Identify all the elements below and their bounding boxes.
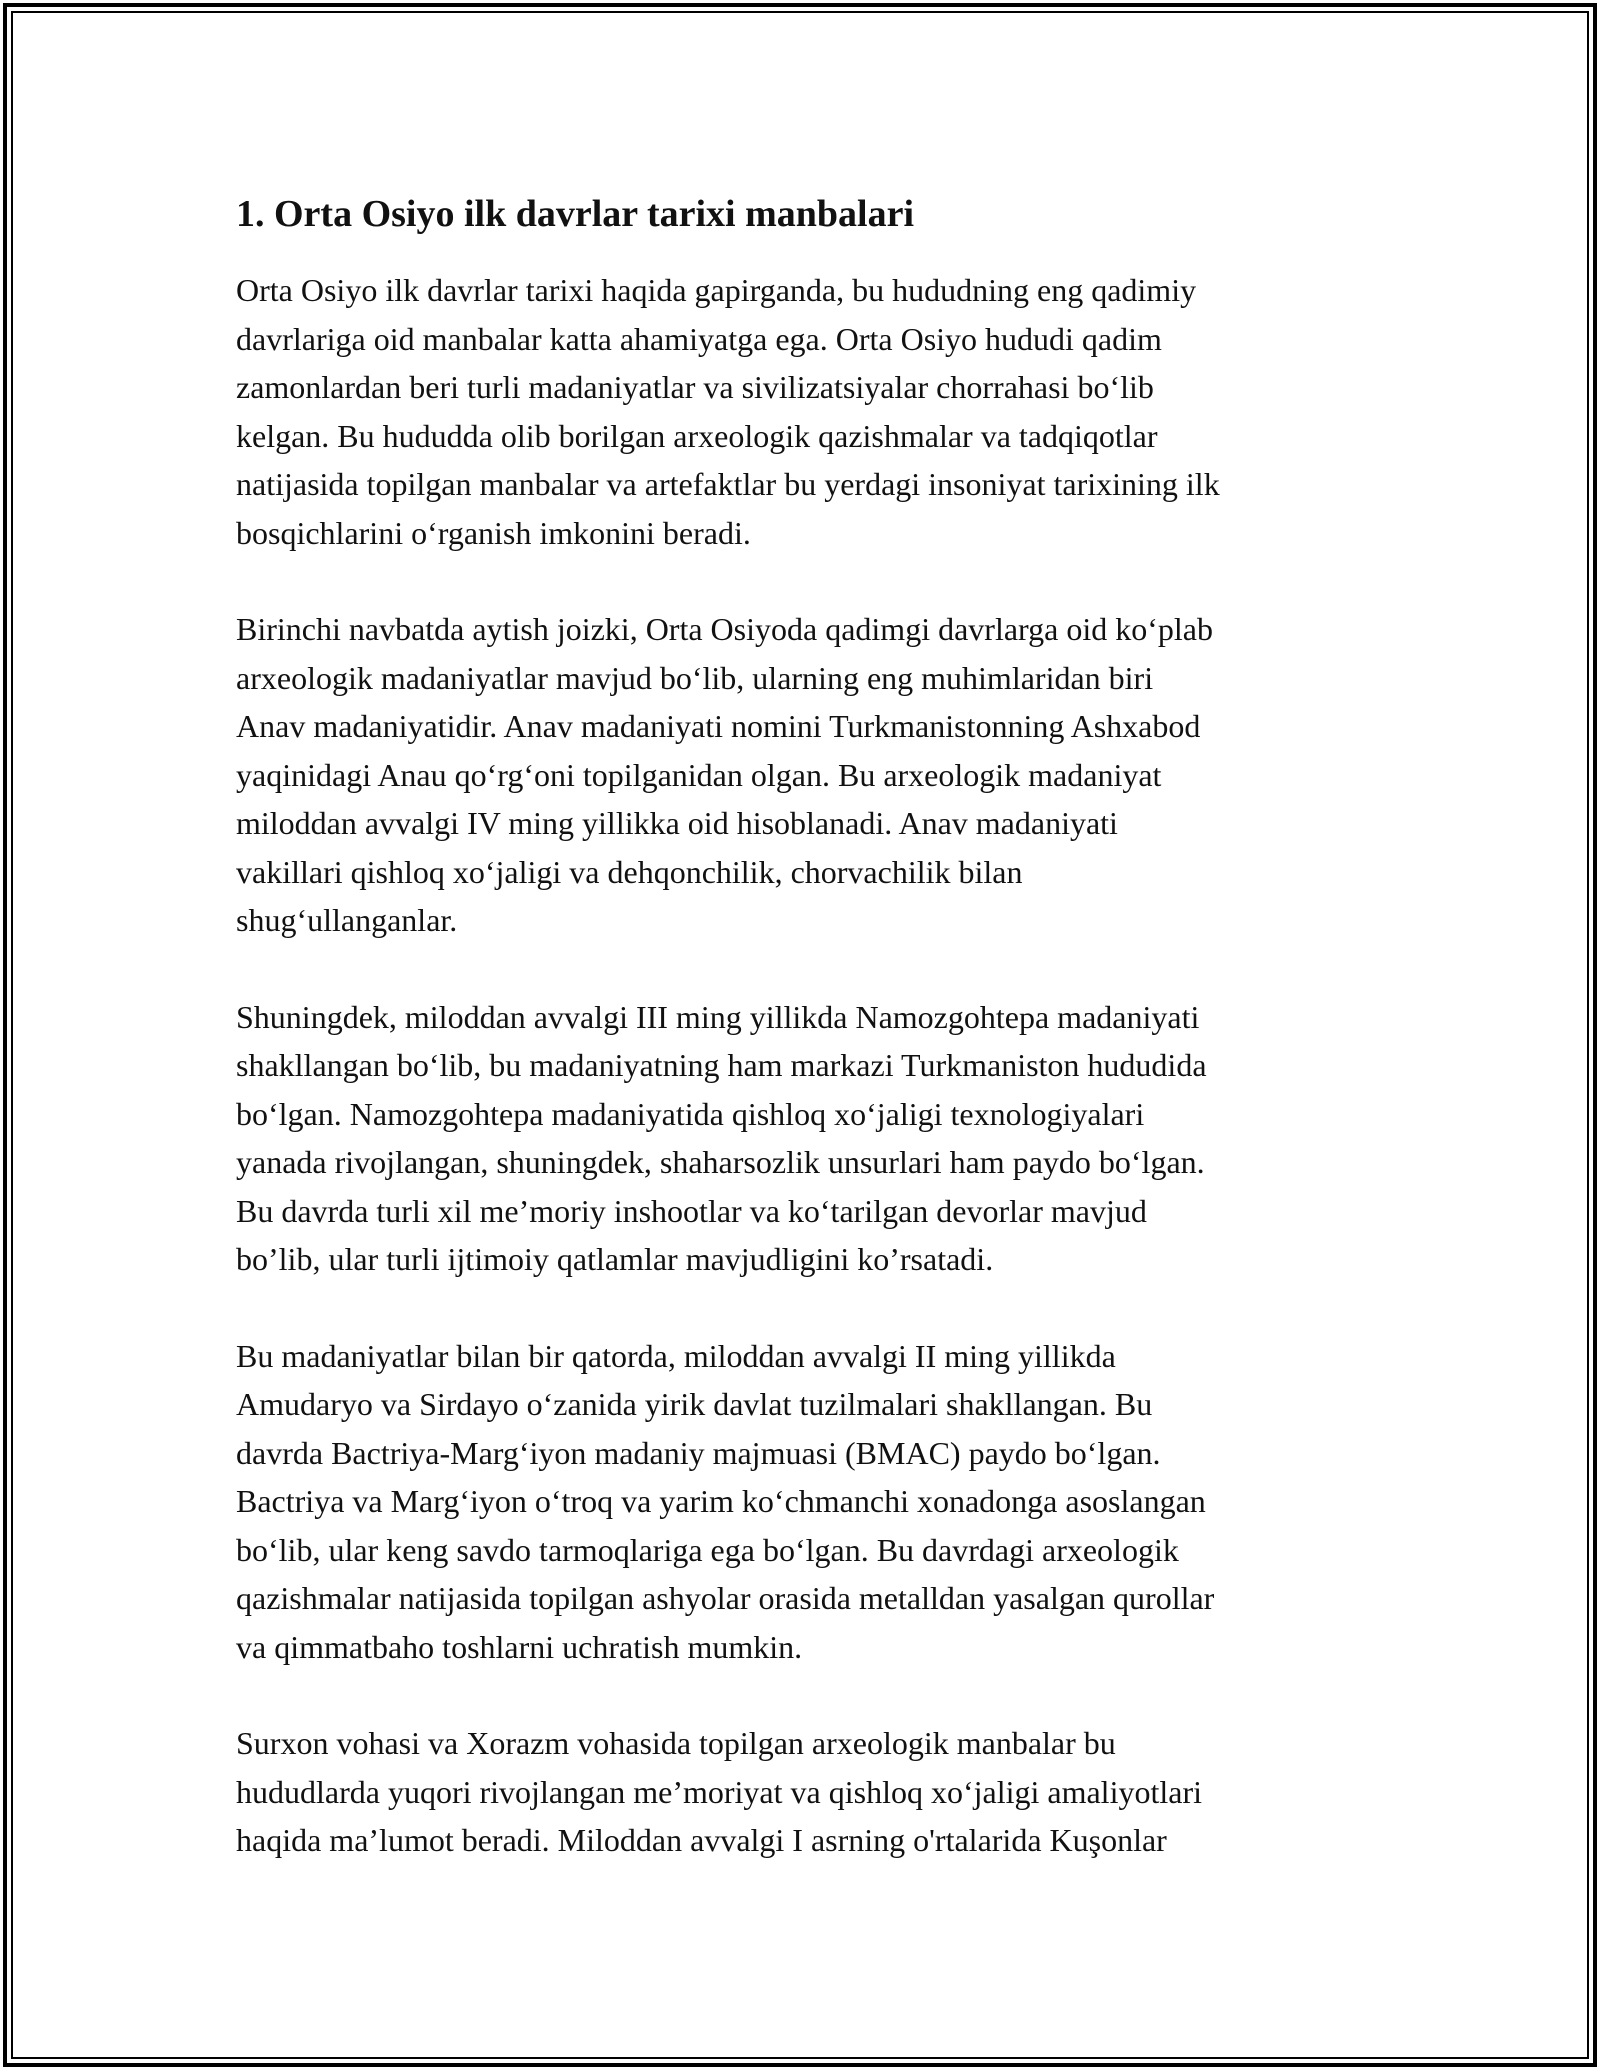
text-line: davrda Bactriya-Marg‘iyon madaniy majmuasi (BMAC) paydo bo‘lgan.: [236, 1434, 1161, 1471]
document-body: [236, 186, 1376, 1913]
text-line: shakllangan bo‘lib, bu madaniyatning ham markazi Turkmaniston hududida: [236, 1047, 1207, 1083]
text-line: Anav madaniyatidir. Anav madaniyati nomini Turkmanistonning Ashxabod: [236, 708, 1201, 744]
text-line: qazishmalar natijasida topilgan ashyolar orasida metalldan yasalgan qurollar: [236, 1580, 1215, 1616]
text-line: va qimmatbaho toshlarni uchratish mumkin.: [236, 1628, 803, 1665]
text-line: Amudaryo va Sirdayo o‘zanida yirik davlat tuzilmalari shakllangan. Bu: [236, 1386, 1153, 1422]
text-line: zamonlardan beri turli madaniyatlar va sivilizatsiyalar chorrahasi bo‘lib: [236, 369, 1154, 405]
text-line: bo‘lib, ular keng savdo tarmoqlariga ega bo‘lgan. Bu davrdagi arxeologik: [236, 1531, 1179, 1568]
paragraph-4: [236, 1332, 1376, 1672]
paragraph-5: [236, 1719, 1376, 1865]
text-line: bo’lib, ular turli ijtimoiy qatlamlar mavjudligini ko’rsatadi.: [236, 1241, 994, 1277]
text-line: Birinchi navbatda aytish joizki, Orta Osiyoda qadimgi davrlarga oid ko‘plab: [236, 611, 1213, 647]
text-line: davrlariga oid manbalar katta ahamiyatga ega. Orta Osiyo hududi qadim: [236, 320, 1162, 357]
section-heading: 1. Orta Osiyo ilk davrlar tarixi manbalari: [236, 193, 915, 235]
text-line: yanada rivojlangan, shuningdek, shaharsozlik unsurlari ham paydo bo‘lgan.: [236, 1144, 1205, 1180]
text-line: bo‘lgan. Namozgohtepa madaniyatida qishloq xo‘jaligi texnologiyalari: [236, 1095, 1145, 1132]
text-line: haqida ma’lumot beradi. Miloddan avvalgi I asrning o'rtalarida Kuşonlar: [236, 1822, 1167, 1858]
text-line: Bu davrda turli xil me’moriy inshootlar va ko‘tarilgan devorlar mavjud: [236, 1192, 1147, 1229]
text-line: Orta Osiyo ilk davrlar tarixi haqida gapirganda, bu hududning eng qadimiy: [236, 272, 1197, 308]
text-line: natijasida topilgan manbalar va artefaktlar bu yerdagi insoniyat tarixining ilk: [236, 466, 1220, 502]
text-line: Bu madaniyatlar bilan bir qatorda, miloddan avvalgi II ming yillikda: [236, 1337, 1116, 1374]
text-line: yaqinidagi Anau qo‘rg‘oni topilganidan olgan. Bu arxeologik madaniyat: [236, 756, 1162, 793]
text-line: Bactriya va Marg‘iyon o‘troq va yarim ko‘chmanchi xonadonga asoslangan: [236, 1483, 1206, 1519]
text-line: arxeologik madaniyatlar mavjud bo‘lib, ularning eng muhimlaridan biri: [236, 659, 1154, 696]
text-line: shug‘ullanganlar.: [236, 902, 458, 938]
text-line: vakillari qishloq xo‘jaligi va dehqonchilik, chorvachilik bilan: [236, 853, 1023, 890]
text-line: bosqichlarini o‘rganish imkonini beradi.: [236, 514, 751, 551]
text-line: Shuningdek, miloddan avvalgi III ming yillikda Namozgohtepa madaniyati: [236, 998, 1200, 1035]
text-line: Surxon vohasi va Xorazm vohasida topilgan arxeologik manbalar bu: [236, 1725, 1116, 1761]
paragraph-2: [236, 605, 1376, 945]
text-line: miloddan avvalgi IV ming yillikka oid hisoblanadi. Anav madaniyati: [236, 805, 1118, 841]
paragraph-3: [236, 993, 1376, 1284]
text-line: hududlarda yuqori rivojlangan me’moriyat va qishloq xo‘jaligi amaliyotlari: [236, 1773, 1202, 1810]
text-line: kelgan. Bu hududda olib borilgan arxeologik qazishmalar va tadqiqotlar: [236, 417, 1158, 454]
paragraph-1: [236, 266, 1376, 557]
